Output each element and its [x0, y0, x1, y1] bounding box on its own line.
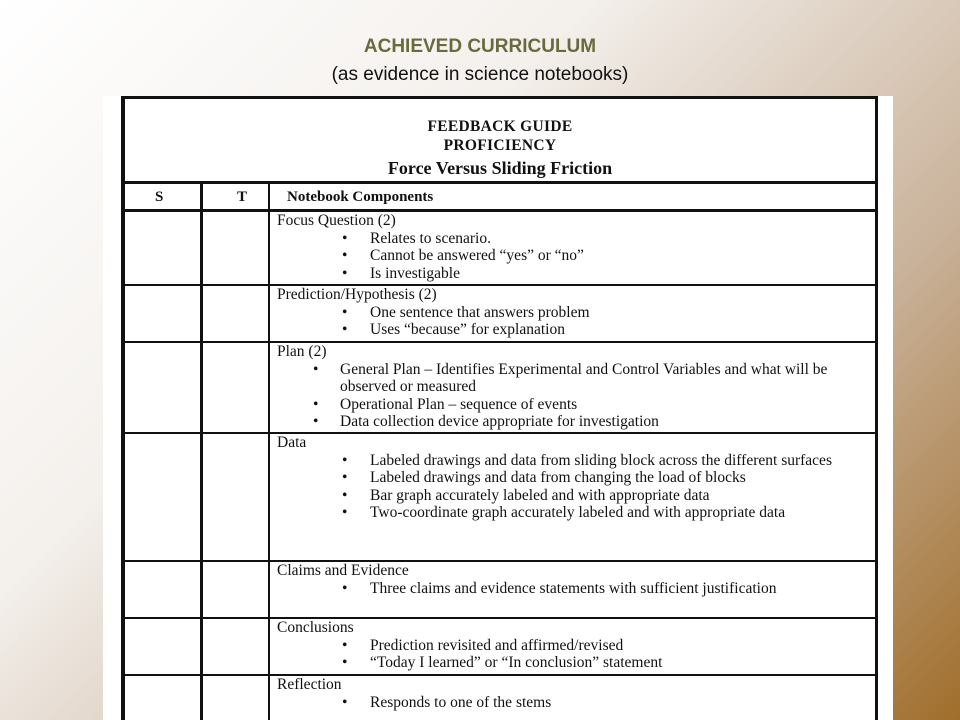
list-item: • Data collection device appropriate for investigation	[313, 413, 659, 430]
bullet-icon: •	[342, 504, 348, 521]
table-row	[125, 343, 875, 434]
guide-level: PROFICIENCY	[443, 137, 557, 154]
column-headers	[125, 184, 875, 212]
row-content	[270, 619, 875, 672]
list-item: • Three claims and evidence statements with sufficient justification	[342, 579, 777, 597]
slide-title: ACHIEVED CURRICULUM	[363, 36, 597, 57]
list-item: • One sentence that answers problem	[342, 303, 590, 321]
bullet-icon: •	[342, 321, 348, 338]
list-item: • “Today I learned” or “In conclusion” statement	[342, 654, 663, 671]
table-row	[125, 286, 875, 343]
feedback-guide-document	[103, 96, 893, 720]
guide-topic: Force Versus Sliding Friction	[387, 158, 613, 178]
bullet-icon: •	[342, 247, 348, 264]
list-item: • Relates to scenario.	[342, 229, 491, 247]
table-row	[125, 212, 875, 286]
list-item: • Operational Plan – sequence of events	[313, 395, 578, 413]
category-label: Reflection	[277, 676, 342, 693]
list-item: • Two-coordinate graph accurately labeled and with appropriate data	[342, 504, 786, 521]
category-label: Prediction/Hypothesis (2)	[277, 286, 437, 303]
table-row	[125, 619, 875, 676]
bullet-icon: •	[342, 451, 348, 469]
bullet-icon: •	[342, 303, 348, 321]
category-label: Conclusions	[277, 619, 354, 636]
table-row	[125, 676, 875, 720]
row-content	[270, 434, 875, 522]
list-item: • Responds to one of the stems	[342, 693, 552, 711]
bullet-icon: •	[313, 360, 319, 378]
row-content	[270, 562, 875, 597]
row-content	[270, 212, 875, 282]
feedback-guide-table	[121, 96, 878, 720]
list-item: • Uses “because” for explanation	[342, 321, 565, 338]
row-content	[270, 676, 875, 711]
bullet-icon: •	[342, 469, 348, 486]
list-item: • Cannot be answered “yes” or “no”	[342, 247, 584, 264]
column-s-header: S	[155, 189, 164, 205]
row-content	[270, 286, 875, 339]
list-item: • Labeled drawings and data from sliding block across the different surfaces	[342, 451, 832, 469]
table-header	[125, 99, 875, 184]
bullet-icon: •	[342, 636, 348, 654]
table-row	[125, 562, 875, 619]
bullet-icon: •	[342, 579, 348, 597]
column-t-header: T	[237, 189, 248, 205]
list-item: • Labeled drawings and data from changing the load of blocks	[342, 469, 746, 486]
bullet-icon: •	[342, 229, 348, 247]
bullet-icon: •	[313, 395, 319, 413]
category-label: Plan (2)	[277, 343, 327, 360]
bullet-icon: •	[342, 264, 348, 282]
guide-title: FEEDBACK GUIDE	[427, 118, 573, 135]
category-label: Data	[277, 434, 307, 451]
row-content	[270, 343, 875, 431]
table-row	[125, 434, 875, 562]
bullet-icon: •	[342, 654, 348, 671]
category-label: Claims and Evidence	[277, 562, 409, 579]
category-label: Focus Question (2)	[277, 212, 396, 229]
list-item: • Is investigable	[342, 264, 460, 282]
slide-subtitle: (as evidence in science notebooks)	[331, 64, 629, 85]
list-item: • Bar graph accurately labeled and with appropriate data	[342, 486, 710, 504]
bullet-icon: •	[342, 486, 348, 504]
column-components-header: Notebook Components	[287, 189, 434, 205]
bullet-icon: •	[342, 693, 348, 711]
list-item: • General Plan – Identifies Experimental and Control Variables and what will be observed or measured	[313, 360, 828, 395]
list-item: • Prediction revisited and affirmed/revised	[342, 636, 624, 654]
bullet-icon: •	[313, 413, 319, 430]
